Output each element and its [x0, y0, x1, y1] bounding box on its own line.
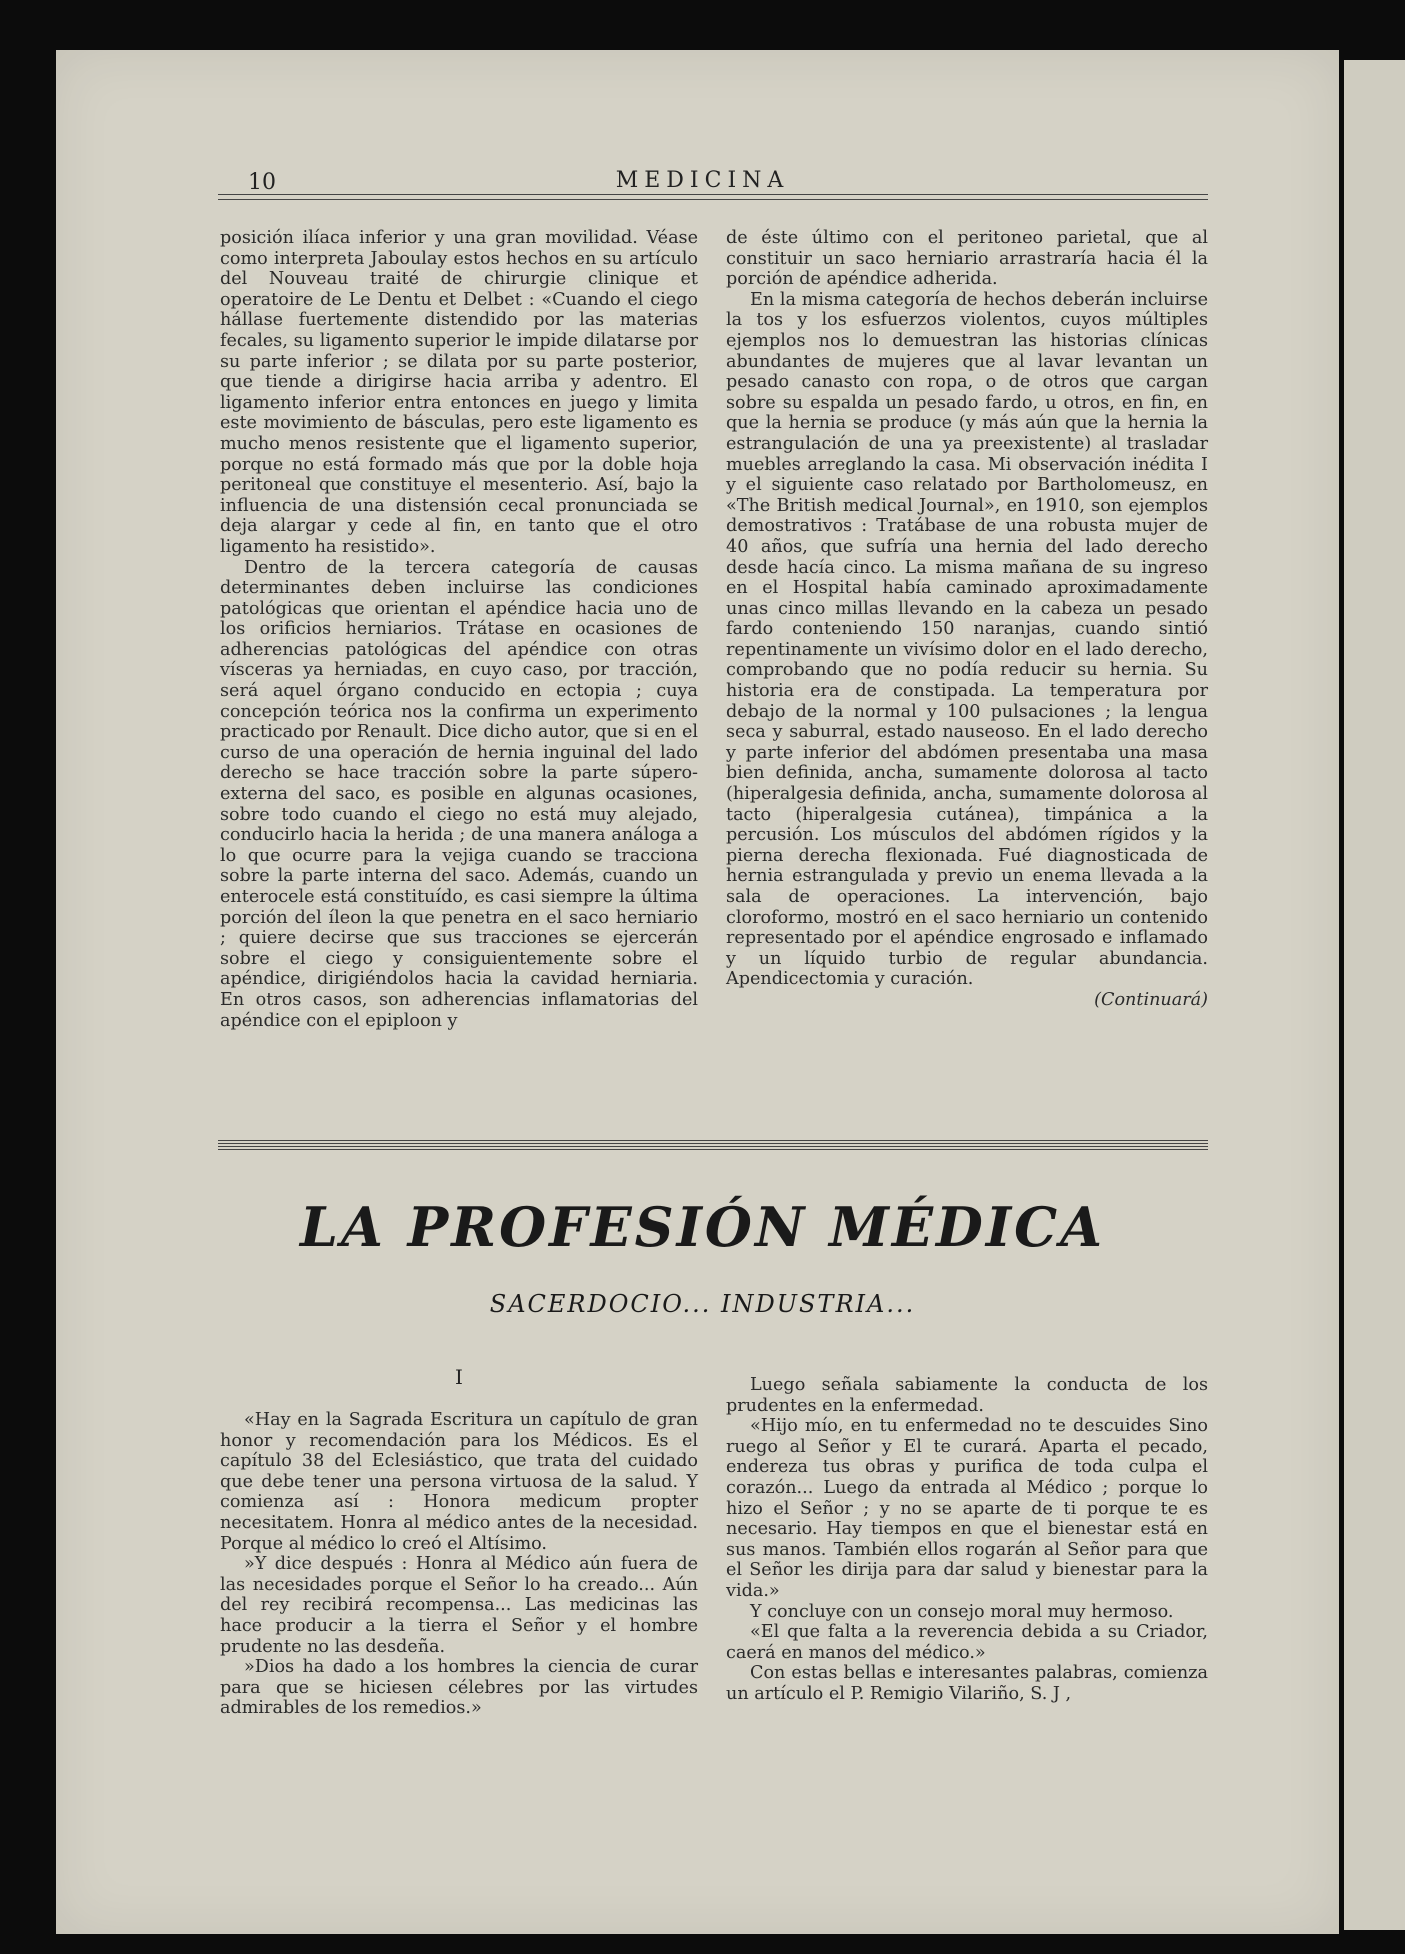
section-subtitle: SACERDOCIO... INDUSTRIA... — [489, 1290, 916, 1318]
article1-column-1 — [220, 228, 698, 1031]
article1-column-2 — [726, 228, 1208, 1011]
paragraph: de éste último con el peritoneo parietal, que al constituir un saco herniario arrastraría hacia él la porción de apéndice adherida. — [726, 228, 1208, 290]
paragraph: Y concluye con un consejo moral muy hermoso. — [750, 1601, 1174, 1622]
part-number: I — [455, 1365, 463, 1389]
section-divider — [218, 1140, 1208, 1152]
paragraph: »Y dice después : Honra al Médico aún fuera de las necesidades porque el Señor lo ha creado... Aún del rey recibirá recompensa... Las medicinas las hace producir a la tierra el Señor y el hombre prudente no las desdeña. — [220, 1554, 698, 1657]
paragraph: «Hijo mío, en tu enfermedad no te descuides Sino ruego al Señor y El te curará. Aparta el pecado, endereza tus obras y purifica de toda culpa el corazón... Luego da entrada al Médico ; porque lo hizo el Señor ; y no se aparte de ti porque te es necesario. Hay tiempos en que el bienestar está en sus manos. También ellos rogarán al Señor para que el Señor les dirija para dar salud y bienestar para la vida.» — [726, 1416, 1208, 1601]
section-title: LA PROFESIÓN MÉDICA — [299, 1195, 1106, 1259]
paragraph: posición ilíaca inferior y una gran movilidad. Véase como interpreta Jaboulay estos hechos en su artículo del Nouveau traité de chirurgie clinique et operatoire de Le Dentu et Delbet : «Cuando el ciego hállase fuertemente distendido por las materias fecales, su ligamento superior le impide dilatarse por su parte inferior ; se dilata por su parte posterior, que tiende a dirigirse hacia arriba y adentro. El ligamento inferior entra entonces en juego y limita este movimiento de básculas, pero este ligamento es mucho menos resistente que el ligamento superior, porque no está formado más que por la doble hoja peritoneal que constituye el mesenterio. Así, bajo la influencia de una distensión cecal pronunciada se deja alargar y cede al fin, en tanto que el otro ligamento ha resistido». — [220, 228, 698, 557]
paragraph: »Dios ha dado a los hombres la ciencia de curar para que se hiciesen célebres por las virtudes admirables de los remedios.» — [220, 1657, 698, 1719]
header-rule — [218, 194, 1208, 200]
page-number: 10 — [248, 170, 276, 195]
paragraph: Luego señala sabiamente la conducta de los prudentes en la enfermedad. — [726, 1375, 1208, 1416]
journal-title: MEDICINA — [615, 168, 790, 193]
paragraph: «Hay en la Sagrada Escritura un capítulo de gran honor y recomendación para los Médicos. Es el capítulo 38 del Eclesiástico, que trata del cuidado que debe tener una persona virtuosa de la salud. Y comienza así : Honora medicum propter necesitatem. Honra al médico antes de la necesidad. Porque al médico lo creó el Altísimo. — [220, 1410, 698, 1554]
paragraph: «El que falta a la reverencia debida a su Criador, caerá en manos del médico.» — [726, 1622, 1208, 1663]
paragraph: En la misma categoría de hechos deberán incluirse la tos y los esfuerzos violentos, cuyos múltiples ejemplos nos lo demuestran las historias clínicas abundantes de mujeres que al lavar levantan un pesado canasto con ropa, o de otros que cargan sobre su espalda un pesado fardo, u otros, en fin, en que la hernia se produce (y más aún que la hernia la estrangulación de una ya preexistente) al trasladar muebles arreglando la casa. Mi observación inédita I y el siguiente caso relatado por Bartholomeusz, en «The British medical Journal», en 1910, son ejemplos demostrativos : Tratábase de una robusta mujer de 40 años, que sufría una hernia del lado derecho desde hacía cinco. La misma mañana de su ingreso en el Hospital había caminado aproximadamente unas cinco millas llevando en la cabeza un pesado fardo conteniendo 150 naranjas, cuando sintió repentinamente un vivísimo dolor en el lado derecho, comprobando que no podía reducir su hernia. Su historia era de constipada. La temperatura por debajo de la normal y 100 pulsaciones ; la lengua seca y saburral, estado nauseoso. En el lado derecho y parte inferior del abdómen presentaba una masa bien definida, ancha, sumamente dolorosa al tacto (hiperalgesia definida, ancha, sumamente dolorosa al tacto (hiperalgesia cutánea), timpánica a la percusión. Los músculos del abdómen rígidos y la pierna derecha flexionada. Fué diagnosticada de hernia estrangulada y previo un enema llevada a la sala de operaciones. La intervención, bajo cloroformo, mostró en el saco herniario un contenido representado por el apéndice engrosado e inflamado y un líquido turbio de regular abundancia. Apendicectomia y curación. — [726, 289, 1208, 990]
continued-note: (Continuará) — [1094, 989, 1208, 1010]
adjacent-page-edge — [1344, 60, 1405, 1930]
paragraph: Dentro de la tercera categoría de causas determinantes deben incluirse las condiciones patológicas que orientan el apéndice hacia uno de los orificios herniarios. Trátase en ocasiones de adherencias patológicas del apéndice con otras vísceras ya herniadas, en cuyo caso, por tracción, será aquel órgano conducido en ectopia ; cuya concepción teórica nos la confirma un experimento practicado por Renault. Dice dicho autor, que si en el curso de una operación de hernia inguinal del lado derecho se hace tracción sobre la parte súpero-externa del saco, es posible en algunas ocasiones, sobre todo cuando el ciego no está muy alejado, conducirlo hacia la herida ; de una manera análoga a lo que ocurre para la vejiga cuando se tracciona sobre la parte interna del saco. Además, cuando un enterocele está constituído, es casi siempre la última porción del íleon la que penetra en el saco herniario ; quiere decirse que sus tracciones se ejercerán sobre el ciego y consiguientemente sobre el apéndice, dirigiéndolos hacia la cavidad herniaria. En otros casos, son adherencias inflamatorias del apéndice con el epiploon y — [220, 557, 698, 1031]
article2-column-1 — [220, 1410, 698, 1719]
article2-column-2 — [726, 1375, 1208, 1705]
paragraph: Con estas bellas e interesantes palabras, comienza un artículo el P. Remigio Vilariño, S. J , — [726, 1663, 1208, 1704]
